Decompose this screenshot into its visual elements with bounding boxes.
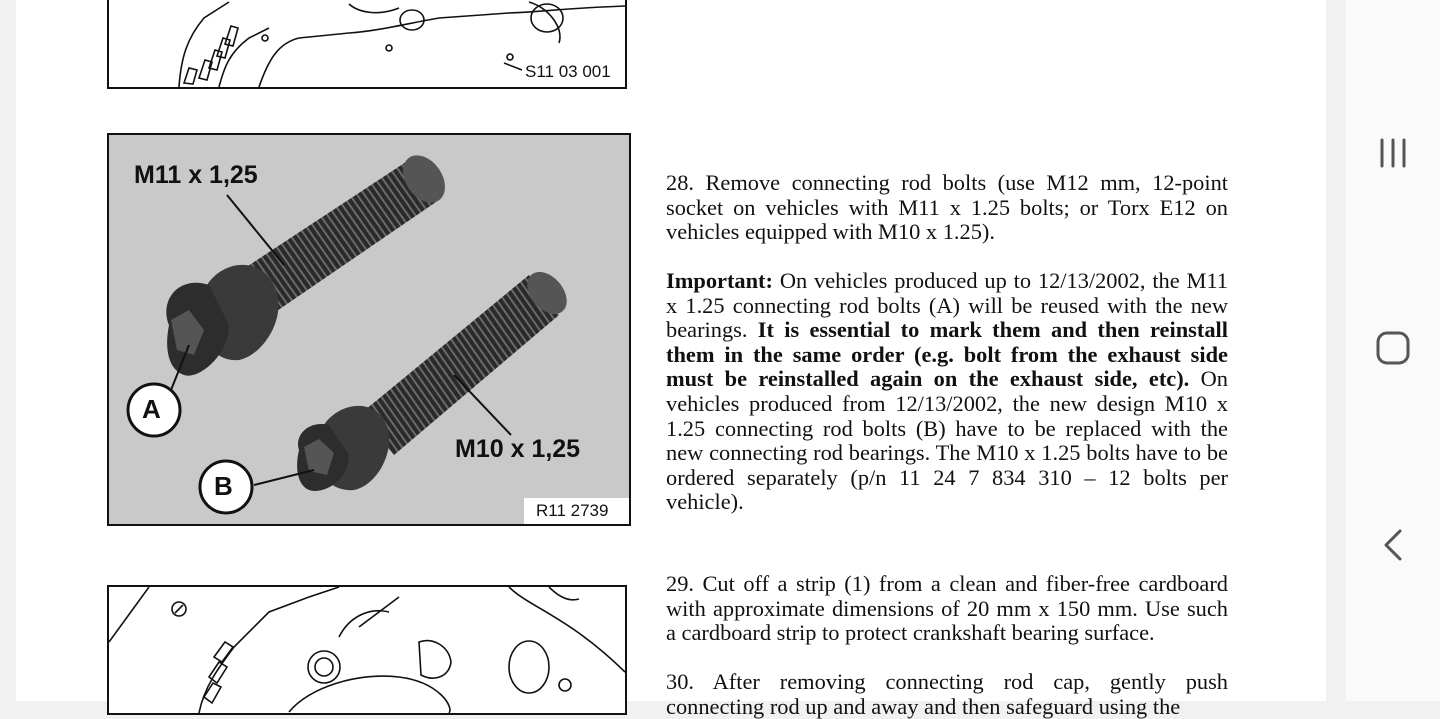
figure-bolts bbox=[107, 133, 631, 526]
document-page bbox=[16, 0, 1326, 719]
bolts-photo bbox=[109, 135, 629, 524]
step-28: 28. Remove connecting rod bolts (use M12 mm, 12-point socket on vehicles with M11 x 1.25 bolts; or Torx E12 on vehicles equipped with M10 x 1.25). bbox=[666, 170, 1228, 245]
system-navigation-bar bbox=[1346, 0, 1440, 701]
important-note bbox=[666, 269, 1228, 515]
engine-line-drawing-bottom bbox=[109, 587, 625, 713]
important-label: Important: bbox=[666, 268, 773, 293]
important-bold-text: It is essential to mark them and then reinstall them in the same order (e.g. bolt from the exhaust side must be reinstalled again on the exhaust side, etc). bbox=[666, 317, 1228, 392]
back-button[interactable] bbox=[1368, 520, 1418, 570]
label-m10: M10 x 1,25 bbox=[455, 435, 581, 463]
figure-bottom bbox=[107, 585, 627, 715]
home-icon bbox=[1375, 330, 1411, 366]
figure-top bbox=[107, 0, 627, 89]
callout-a: A bbox=[142, 394, 161, 424]
step-29: 29. Cut off a strip (1) from a clean and fiber-free cardboard with approximate dimensions of 20 mm x 150 mm. Use such a cardboard strip to protect crankshaft bearing surface. bbox=[666, 571, 1228, 646]
figure-ref-top: S11 03 001 bbox=[525, 62, 611, 81]
recent-apps-icon bbox=[1376, 136, 1410, 170]
callout-b: B bbox=[214, 471, 233, 501]
figure-ref-bolts: R11 2739 bbox=[536, 501, 609, 520]
important-text-2: On vehicles produced from 12/13/2002, the new design M10 x 1.25 connecting rod bolts (B) have to be replaced with the new connecting rod bearings. The M10 x 1.25 bolts have to be ordered separately (p/n 11 24 7 834 310 – 12 bolts per vehicle). bbox=[666, 366, 1228, 515]
back-icon bbox=[1378, 528, 1408, 562]
important-text-1: On vehicles produced up to 12/13/2002, the M11 x 1.25 connecting rod bolts (A) will be reused with the new bearings. bbox=[666, 268, 1228, 343]
home-button[interactable] bbox=[1368, 323, 1418, 373]
step-30: 30. After removing connecting rod cap, gently push connecting rod up and away and then safeguard using the bbox=[666, 669, 1228, 719]
recent-apps-button[interactable] bbox=[1368, 128, 1418, 178]
label-m11: M11 x 1,25 bbox=[134, 161, 258, 189]
